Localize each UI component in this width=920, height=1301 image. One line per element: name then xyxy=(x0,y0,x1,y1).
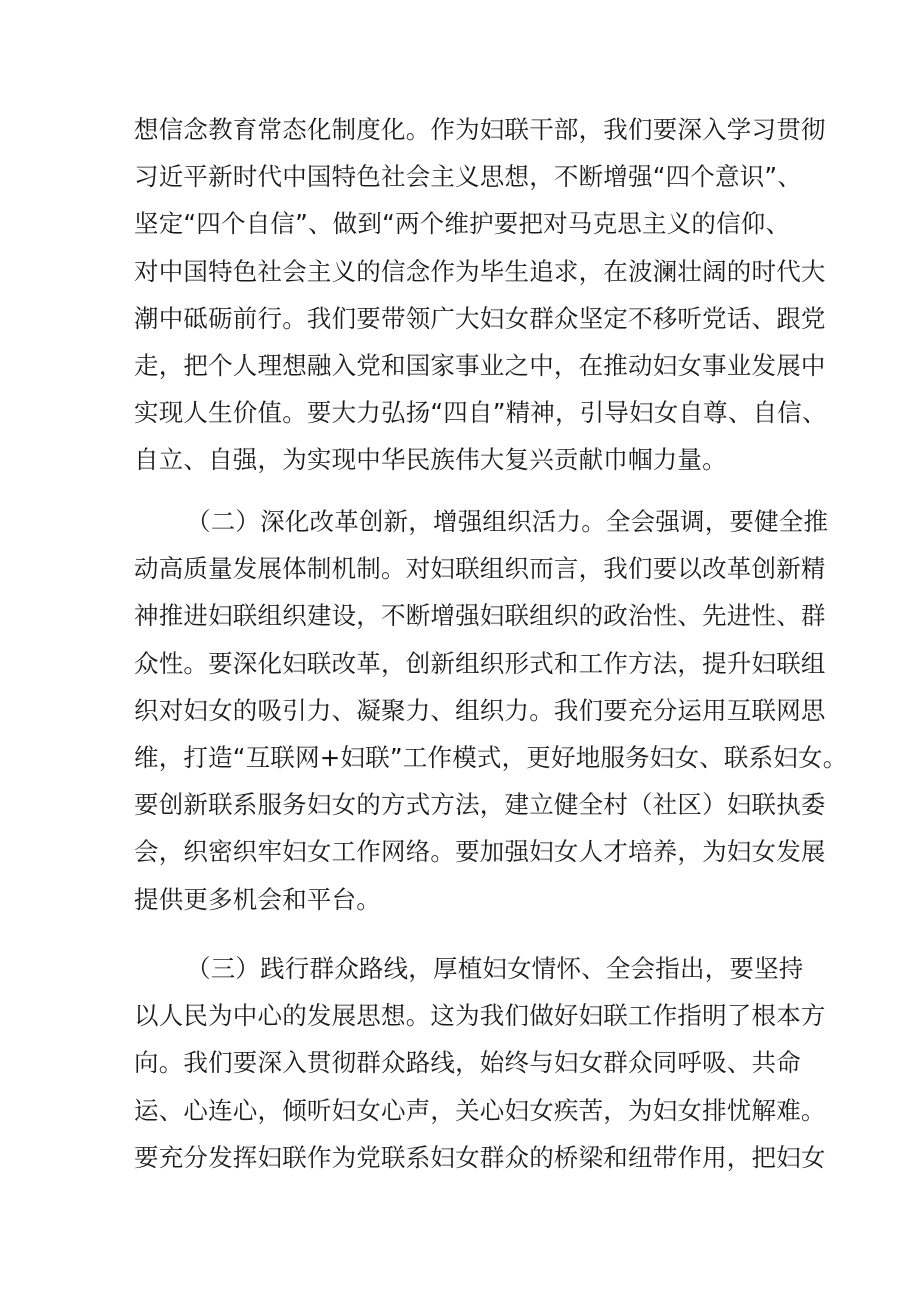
paragraph-line: 想信念教育常态化制度化。作为妇联干部，我们要深入学习贯彻 xyxy=(134,115,826,144)
paragraph-line: 潮中砥砺前行。我们要带领广大妇女群众坚定不移听党话、跟党 xyxy=(134,303,826,333)
paragraph-line: 动高质量发展体制机制。对妇联组织而言，我们要以改革创新精 xyxy=(134,554,826,584)
paragraph-line: 神推进妇联组织建设，不断增强妇联组织的政治性、先进性、群 xyxy=(134,601,826,631)
paragraph-heading-line: （三）践行群众路线，厚植妇女情怀、全会指出，要坚持 xyxy=(186,954,804,983)
paragraph-line: 以人民为中心的发展思想。这为我们做好妇联工作指明了根本方 xyxy=(134,1001,826,1031)
paragraph-line: 要充分发挥妇联作为党联系妇女群众的桥梁和纽带作用，把妇女 xyxy=(134,1142,826,1172)
paragraph-line: 自立、自强，为实现中华民族伟大复兴贡献巾帼力量。 xyxy=(134,445,727,475)
paragraph-heading-line: （二）深化改革创新，增强组织活力。全会强调，要健全推 xyxy=(186,507,829,536)
paragraph-line: 要创新联系服务妇女的方式方法，建立健全村（社区）妇联执委 xyxy=(134,790,826,820)
paragraph-line: 运、心连心，倾听妇女心声，关心妇女疾苦，为妇女排忧解难。 xyxy=(134,1095,826,1125)
paragraph-line: 提供更多机会和平台。 xyxy=(134,884,381,914)
paragraph-3 xyxy=(134,945,826,1181)
paragraph-line: 实现人生价值。要大力弘扬“四自”精神，引导妇女自尊、自信、 xyxy=(134,398,827,428)
paragraph-line: 众性。要深化妇联改革，创新组织形式和工作方法，提升妇联组 xyxy=(134,648,826,678)
paragraph-line: 走，把个人理想融入党和国家事业之中，在推动妇女事业发展中 xyxy=(134,350,826,380)
paragraph-line: 对中国特色社会主义的信念作为毕生追求，在波澜壮阔的时代大 xyxy=(134,256,826,286)
paragraph-line: 向。我们要深入贯彻群众路线，始终与妇女群众同呼吸、共命 xyxy=(134,1048,801,1078)
paragraph-line: 维，打造“互联网+妇联”工作模式，更好地服务妇女、联系妇女。 xyxy=(134,742,848,772)
paragraph-1 xyxy=(134,106,827,484)
paragraph-line: 织对妇女的吸引力、凝聚力、组织力。我们要充分运用互联网思 xyxy=(134,695,826,725)
paragraph-line: 会，织密织牢妇女工作网络。要加强妇女人才培养，为妇女发展 xyxy=(134,837,826,867)
paragraph-2 xyxy=(134,498,848,923)
paragraph-line: 习近平新时代中国特色社会主义思想，不断增强“四个意识”、 xyxy=(134,162,802,192)
paragraph-line: 坚定“四个自信”、做到“两个维护要把对马克思主义的信仰、 xyxy=(134,209,791,239)
